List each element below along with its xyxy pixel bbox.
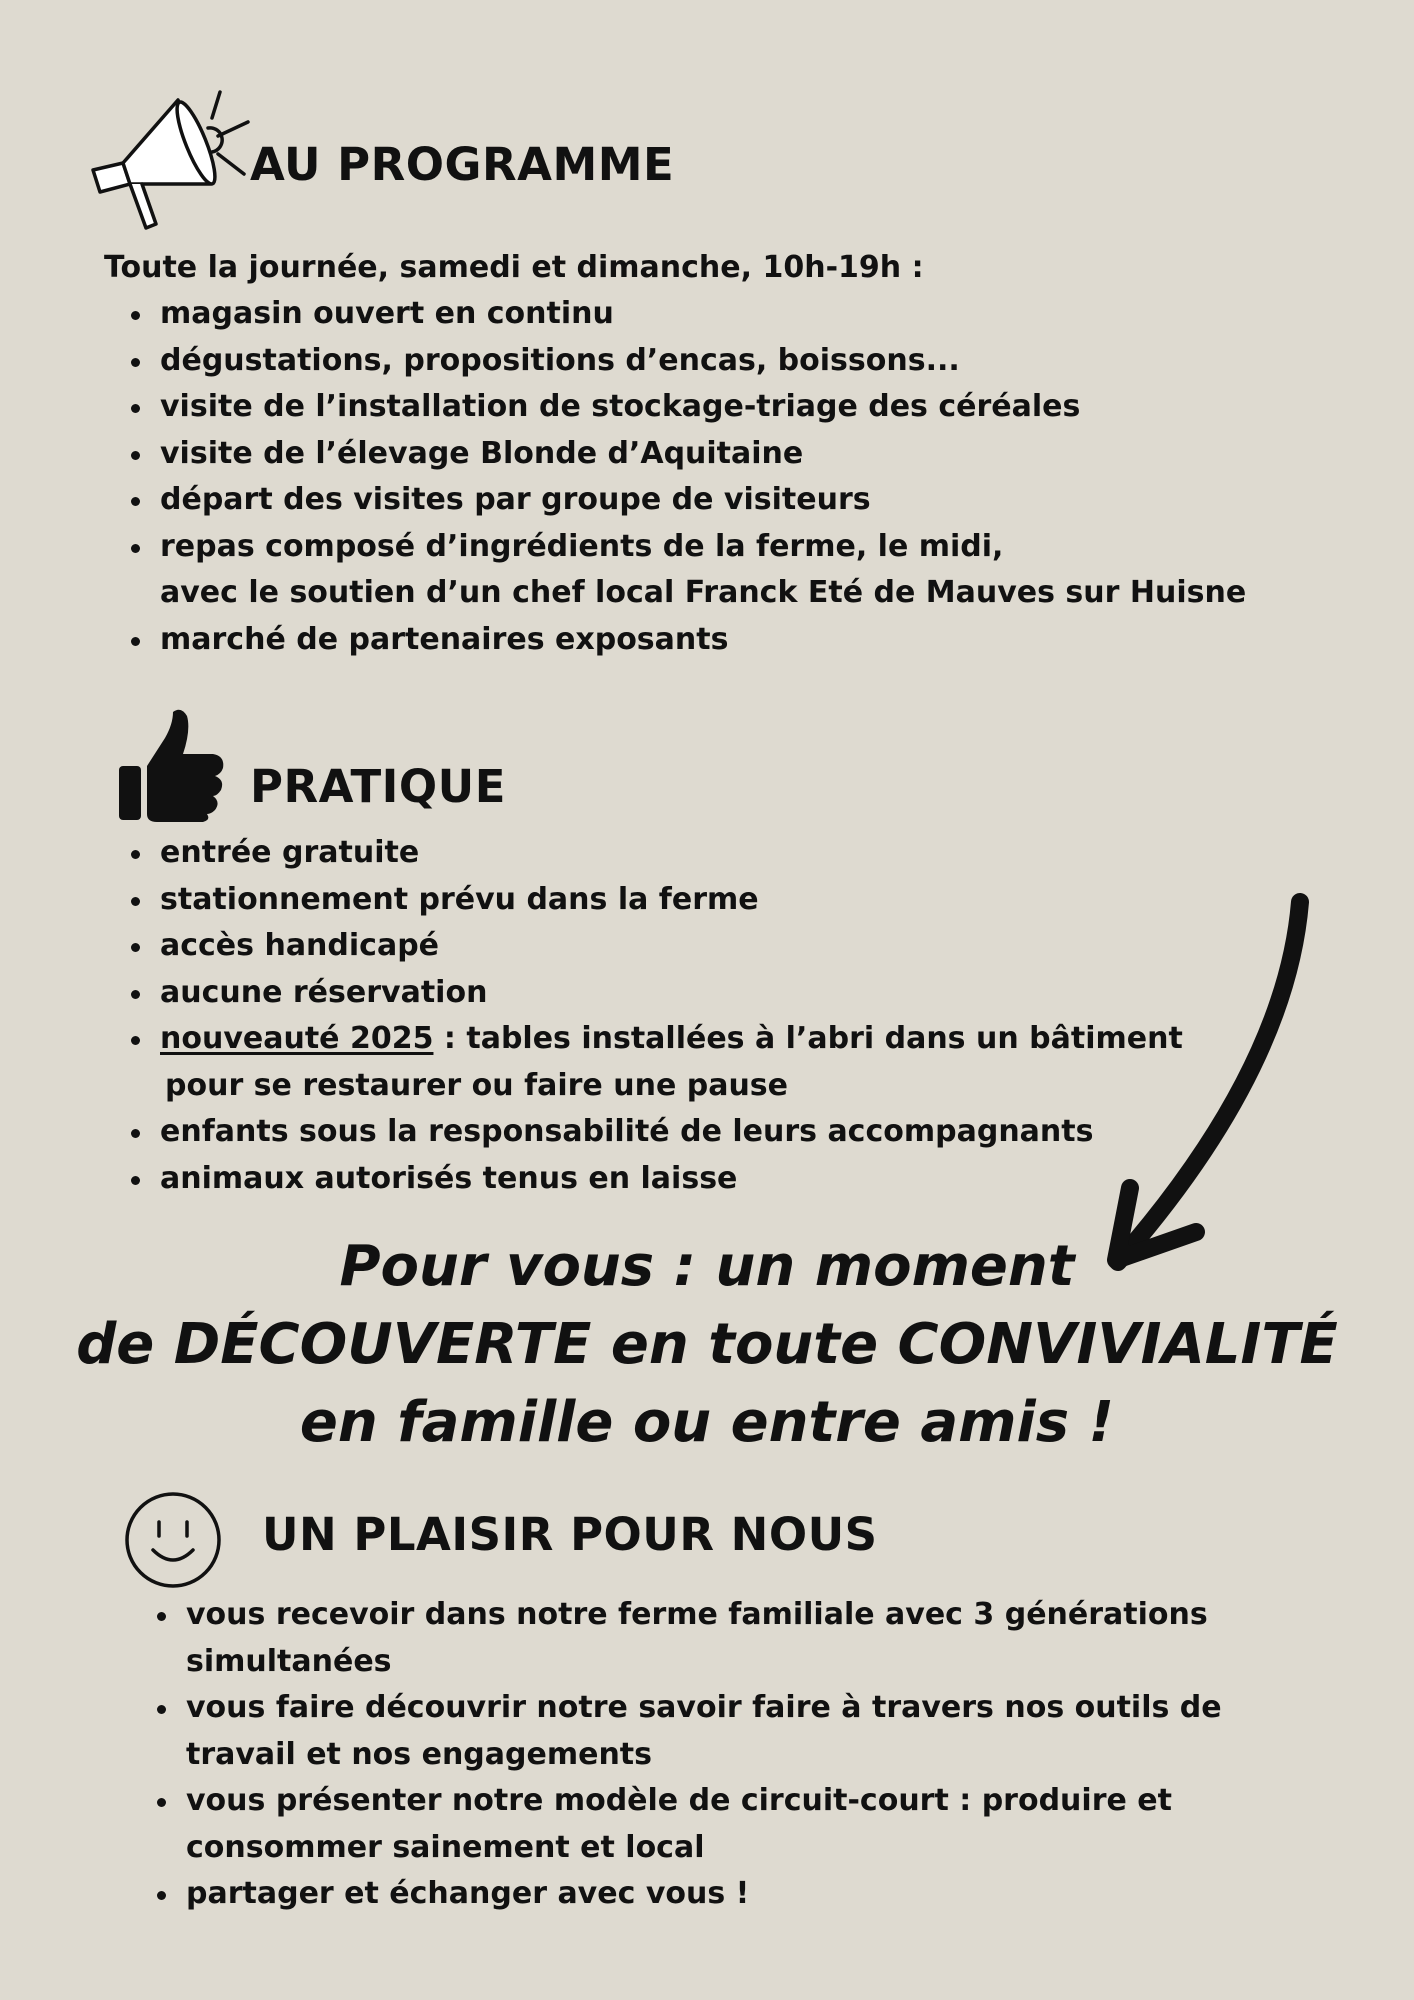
tagline xyxy=(0,1228,1414,1462)
tagline-line: en famille ou entre amis ! xyxy=(299,1390,1115,1455)
list-item: vous recevoir dans notre ferme familiale avec 3 générations xyxy=(151,1592,1222,1639)
thumbs-up-icon xyxy=(117,708,227,823)
list-item: visite de l’élevage Blonde d’Aquitaine xyxy=(125,431,1246,478)
list-item: stationnement prévu dans la ferme xyxy=(125,877,1183,924)
list-item xyxy=(125,1016,1183,1063)
list-item: visite de l’installation de stockage-triage des céréales xyxy=(125,384,1246,431)
list-item: aucune réservation xyxy=(125,970,1183,1017)
list-item: magasin ouvert en continu xyxy=(125,291,1246,338)
pratique-title: PRATIQUE xyxy=(250,760,506,813)
megaphone-icon xyxy=(90,88,260,238)
programme-title: AU PROGRAMME xyxy=(250,138,675,191)
list-item-continuation: simultanées xyxy=(186,1643,392,1679)
list-item: dégustations, propositions d’encas, boissons... xyxy=(125,338,1246,385)
list-item: accès handicapé xyxy=(125,923,1183,970)
list-item-continuation: pour se restaurer ou faire une pause xyxy=(165,1067,789,1103)
list-item: vous faire découvrir notre savoir faire à travers nos outils de xyxy=(151,1685,1222,1732)
list-item: marché de partenaires exposants xyxy=(125,617,1246,664)
list-item: animaux autorisés tenus en laisse xyxy=(125,1156,1183,1203)
plaisir-list xyxy=(151,1592,1222,1918)
list-item-continuation: consommer sainement et local xyxy=(186,1829,705,1865)
list-item: entrée gratuite xyxy=(125,830,1183,877)
nouveaute-text: : tables installées à l’abri dans un bâtiment xyxy=(433,1021,1183,1056)
programme-list xyxy=(125,291,1246,663)
list-item: partager et échanger avec vous ! xyxy=(151,1871,1222,1918)
list-item: enfants sous la responsabilité de leurs accompagnants xyxy=(125,1109,1183,1156)
list-item: départ des visites par groupe de visiteurs xyxy=(125,477,1246,524)
smiley-icon xyxy=(123,1490,223,1590)
tagline-line: Pour vous : un moment xyxy=(339,1234,1075,1299)
programme-intro: Toute la journée, samedi et dimanche, 10h-19h : xyxy=(104,250,924,285)
plaisir-title: UN PLAISIR POUR NOUS xyxy=(262,1508,878,1561)
list-item-continuation: travail et nos engagements xyxy=(186,1736,652,1772)
list-item-continuation: avec le soutien d’un chef local Franck Eté de Mauves sur Huisne xyxy=(160,575,1247,610)
tagline-line: de DÉCOUVERTE en toute CONVIVIALITÉ xyxy=(76,1312,1338,1377)
pratique-list xyxy=(125,830,1183,1202)
list-item: vous présenter notre modèle de circuit-court : produire et xyxy=(151,1778,1222,1825)
list-item: repas composé d’ingrédients de la ferme, le midi, xyxy=(125,524,1246,571)
nouveaute-label: nouveauté 2025 xyxy=(160,1021,434,1056)
